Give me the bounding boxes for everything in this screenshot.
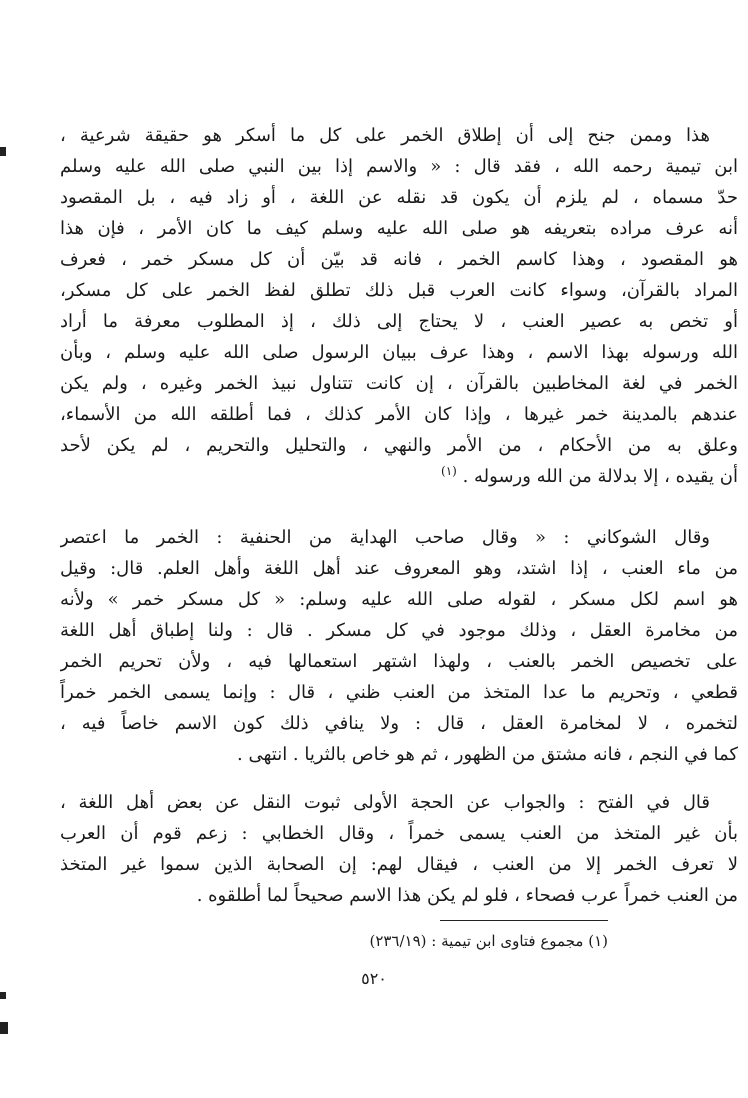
binding-mark [0, 992, 6, 999]
text-line: لا تعرف الخمر إلا من العنب ، فيقال لهم: إن الصحابة الذين سموا غير المتخذ [60, 854, 738, 875]
footnote: (١) مجموع فتاوى ابن تيمية : (٢٣٦/١٩) [369, 932, 608, 950]
text-line: هو المقصود ، وهذا كاسم الخمر ، فانه قد بيّن أن كل مسكر خمر ، فعرف [60, 249, 738, 270]
text-line: الخمر في لغة المخاطبين بالقرآن ، إن كانت تتناول نبيذ الخمر وغيره ، ولم يكن [60, 373, 738, 394]
paragraph-ibn-taymiyyah [60, 120, 738, 492]
text-line: قطعي ، وتحريم ما عدا المتخذ من العنب ظني ، قال : وإنما يسمى الخمر خمراً [60, 682, 738, 703]
paragraph-shawkani [60, 522, 738, 770]
text-line: من ماء العنب ، إذا اشتد، وهو المعروف عند أهل اللغة وأهل العلم. قال: وقيل [60, 558, 738, 579]
text-line: لتخمره ، لا لمخامرة العقل ، قال : ولا ينافي ذلك كون الاسم خاصاً فيه ، [60, 713, 738, 734]
text-line: أنه عرف مراده بتعريفه هو صلى الله عليه وسلم كيف ما كان الأمر ، فإن هذا [60, 218, 738, 239]
text-line: من العنب خمراً عرب فصحاء ، فلو لم يكن هذا الاسم صحيحاً لما أطلقوه . [196, 885, 738, 906]
paragraph-fath [60, 787, 738, 911]
text-line: بأن غير المتخذ من العنب يسمى خمراً ، وقال الخطابي : زعم قوم أن العرب [60, 823, 738, 844]
text-line: وقال الشوكاني : « وقال صاحب الهداية من الحنفية : الخمر ما اعتصر [60, 527, 710, 548]
text-line: قال في الفتح : والجواب عن الحجة الأولى ثبوت النقل عن بعض أهل اللغة ، [60, 792, 710, 813]
text-line-content: أن يقيده ، إلا بدلالة من الله ورسوله . [462, 466, 738, 487]
text-line: المراد بالقرآن، وسواء كانت العرب قبل ذلك تطلق لفظ الخمر على كل مسكر، [60, 280, 738, 301]
text-line: أو تخص به عصير العنب ، لا يحتاج إلى ذلك ، إذ المطلوب معرفة ما أراد [60, 311, 738, 332]
page-number: ٥٢٠ [361, 969, 387, 988]
footnote-marker: (١) [441, 464, 457, 478]
text-line: من مخامرة العقل ، وذلك موجود في كل مسكر . قال : ولنا إطباق أهل اللغة [60, 620, 738, 641]
binding-mark [0, 147, 6, 156]
text-line: على تخصيص الخمر بالعنب ، ولهذا اشتهر استعمالها فيه ، ولأن تحريم الخمر [60, 651, 738, 672]
text-line [60, 461, 738, 492]
binding-mark [0, 1022, 8, 1034]
text-line: حدّ مسماه ، لم يلزم أن يكون قد نقله عن اللغة ، أو زاد فيه ، بل المقصود [60, 187, 738, 208]
text-line: هذا وممن جنح إلى أن إطلاق الخمر على كل ما أسكر هو حقيقة شرعية ، [60, 125, 710, 146]
text-line: هو اسم لكل مسكر ، لقوله صلى الله عليه وسلم: « كل مسكر خمر » ولأنه [60, 589, 738, 610]
footnote-divider [440, 920, 608, 921]
text-line: كما في النجم ، فانه مشتق من الظهور ، ثم هو خاص بالثريا . انتهى . [237, 744, 738, 765]
text-line: وعلق به من الأحكام ، من الأمر والنهي ، والتحليل والتحريم ، لم يكن لأحد [60, 435, 738, 456]
text-line: عندهم بالمدينة خمر غيرها ، وإذا كان الأمر كذلك ، فما أطلقه الله من الأسماء، [60, 404, 738, 425]
text-line: ابن تيمية رحمه الله ، فقد قال : « والاسم إذا بين النبي صلى الله عليه وسلم [60, 156, 738, 177]
text-line: الله ورسوله بهذا الاسم ، وهذا عرف ببيان الرسول صلى الله عليه وسلم ، وبأن [60, 342, 738, 363]
